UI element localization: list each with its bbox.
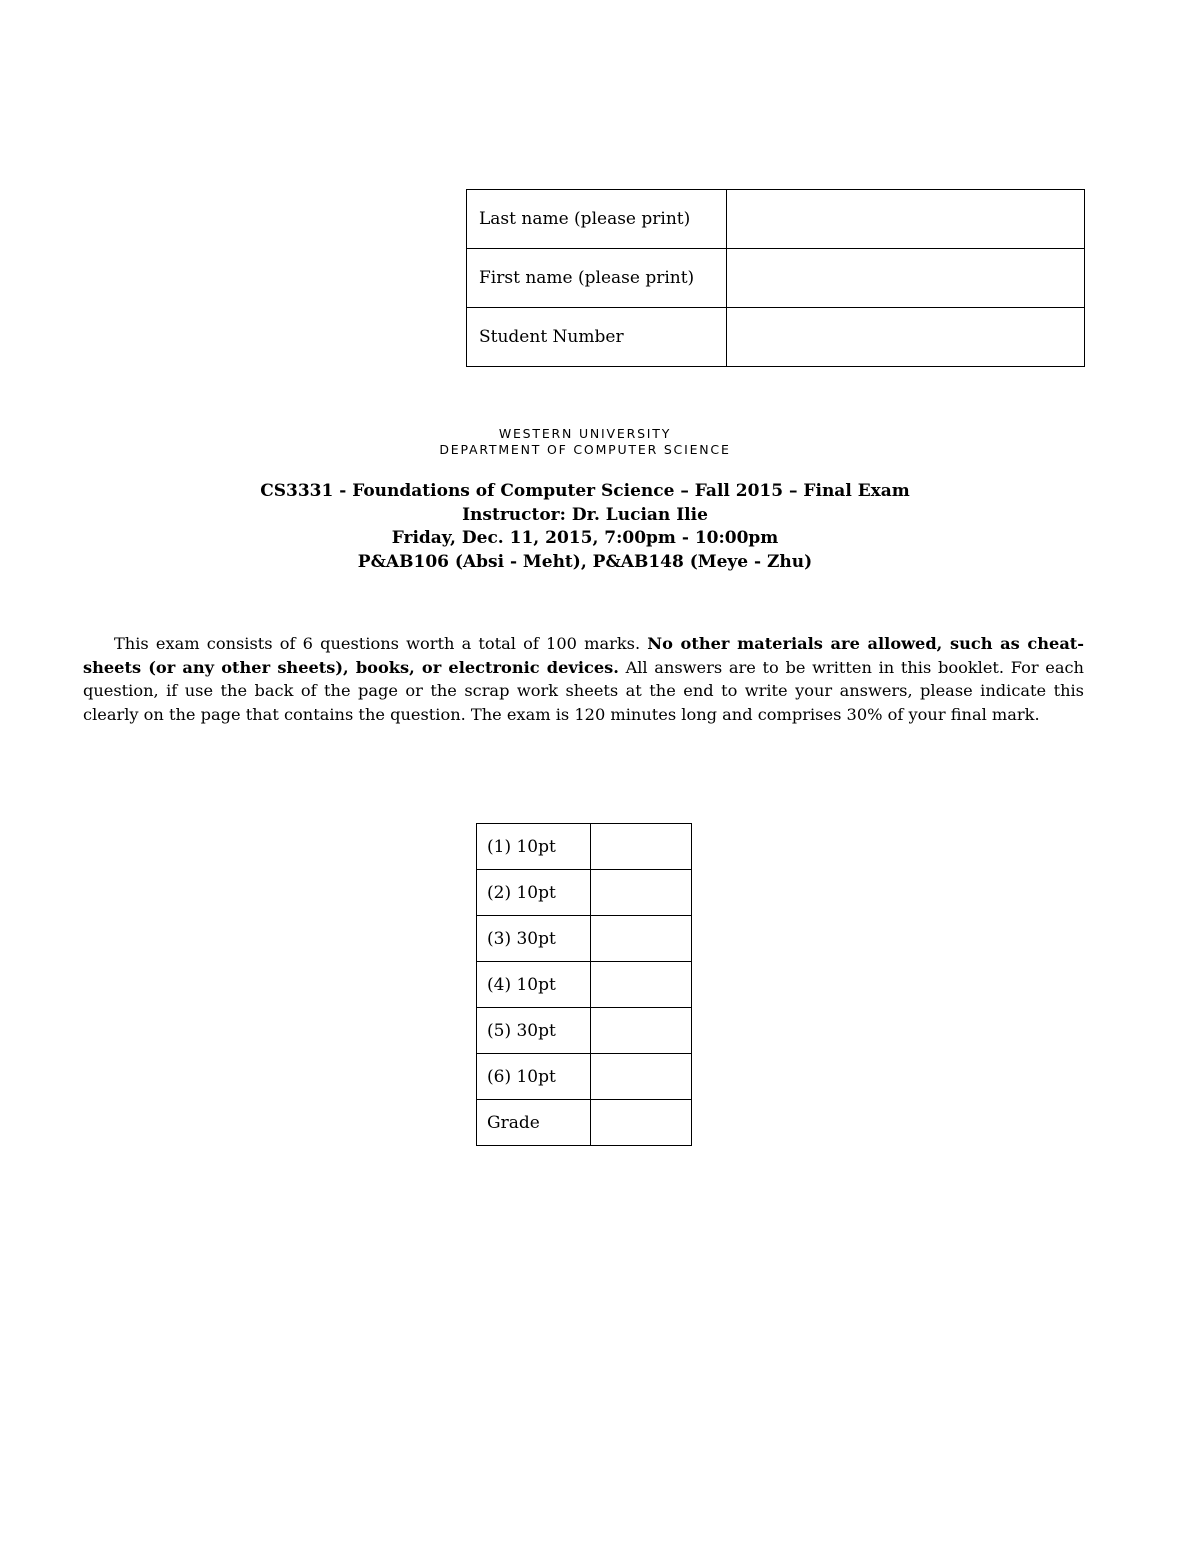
student-number-field[interactable] [727, 308, 1085, 367]
marks-row-grade [477, 1100, 692, 1146]
question-1-score[interactable] [591, 824, 692, 870]
question-5-label: (5) 30pt [477, 1008, 591, 1054]
marks-row [477, 916, 692, 962]
question-4-label: (4) 10pt [477, 962, 591, 1008]
marks-row [477, 1008, 692, 1054]
institution-header [0, 426, 1170, 458]
first-name-label: First name (please print) [467, 249, 727, 308]
exam-instructor: Instructor: Dr. Lucian Ilie [462, 504, 708, 525]
question-2-label: (2) 10pt [477, 870, 591, 916]
last-name-field[interactable] [727, 190, 1085, 249]
question-5-score[interactable] [591, 1008, 692, 1054]
marks-row [477, 870, 692, 916]
department-name: DEPARTMENT OF COMPUTER SCIENCE [439, 442, 731, 457]
question-4-score[interactable] [591, 962, 692, 1008]
exam-rooms: P&AB106 (Absi - Meht), P&AB148 (Meye - Zhu) [357, 551, 813, 572]
question-1-label: (1) 10pt [477, 824, 591, 870]
question-6-score[interactable] [591, 1054, 692, 1100]
university-name: WESTERN UNIVERSITY [498, 426, 672, 441]
exam-title-block [0, 480, 1170, 574]
identity-row-student-number [467, 308, 1085, 367]
question-3-score[interactable] [591, 916, 692, 962]
marks-row [477, 962, 692, 1008]
exam-title: CS3331 - Foundations of Computer Science – Fall 2015 – Final Exam [260, 481, 910, 501]
question-3-label: (3) 30pt [477, 916, 591, 962]
grade-score[interactable] [591, 1100, 692, 1146]
identity-row-first-name [467, 249, 1085, 308]
exam-instructions [83, 632, 1084, 727]
instructions-materials-rule: No other materials are allowed, such as cheat-sheets (or any other sheets), books, or electronic devices. [83, 634, 1085, 677]
last-name-label: Last name (please print) [467, 190, 727, 249]
instructions-part3: All answers are to be written in this booklet. For each question, if use the back of the page or the scrap work sheets at the end to write your answers, please indicate this clearly on the page that contains the question. The exam is 120 minutes long and comprises 30% of your final mark. [83, 657, 1084, 725]
student-identity-table [466, 189, 1085, 367]
grade-label: Grade [477, 1100, 591, 1146]
marks-row [477, 824, 692, 870]
marks-table [476, 823, 692, 1146]
exam-datetime: Friday, Dec. 11, 2015, 7:00pm - 10:00pm [391, 528, 779, 548]
marks-row [477, 1054, 692, 1100]
first-name-field[interactable] [727, 249, 1085, 308]
identity-row-last-name [467, 190, 1085, 249]
question-2-score[interactable] [591, 870, 692, 916]
student-number-label: Student Number [467, 308, 727, 367]
question-6-label: (6) 10pt [477, 1054, 591, 1100]
instructions-part1: This exam consists of 6 questions worth a total of 100 marks. [114, 634, 648, 653]
